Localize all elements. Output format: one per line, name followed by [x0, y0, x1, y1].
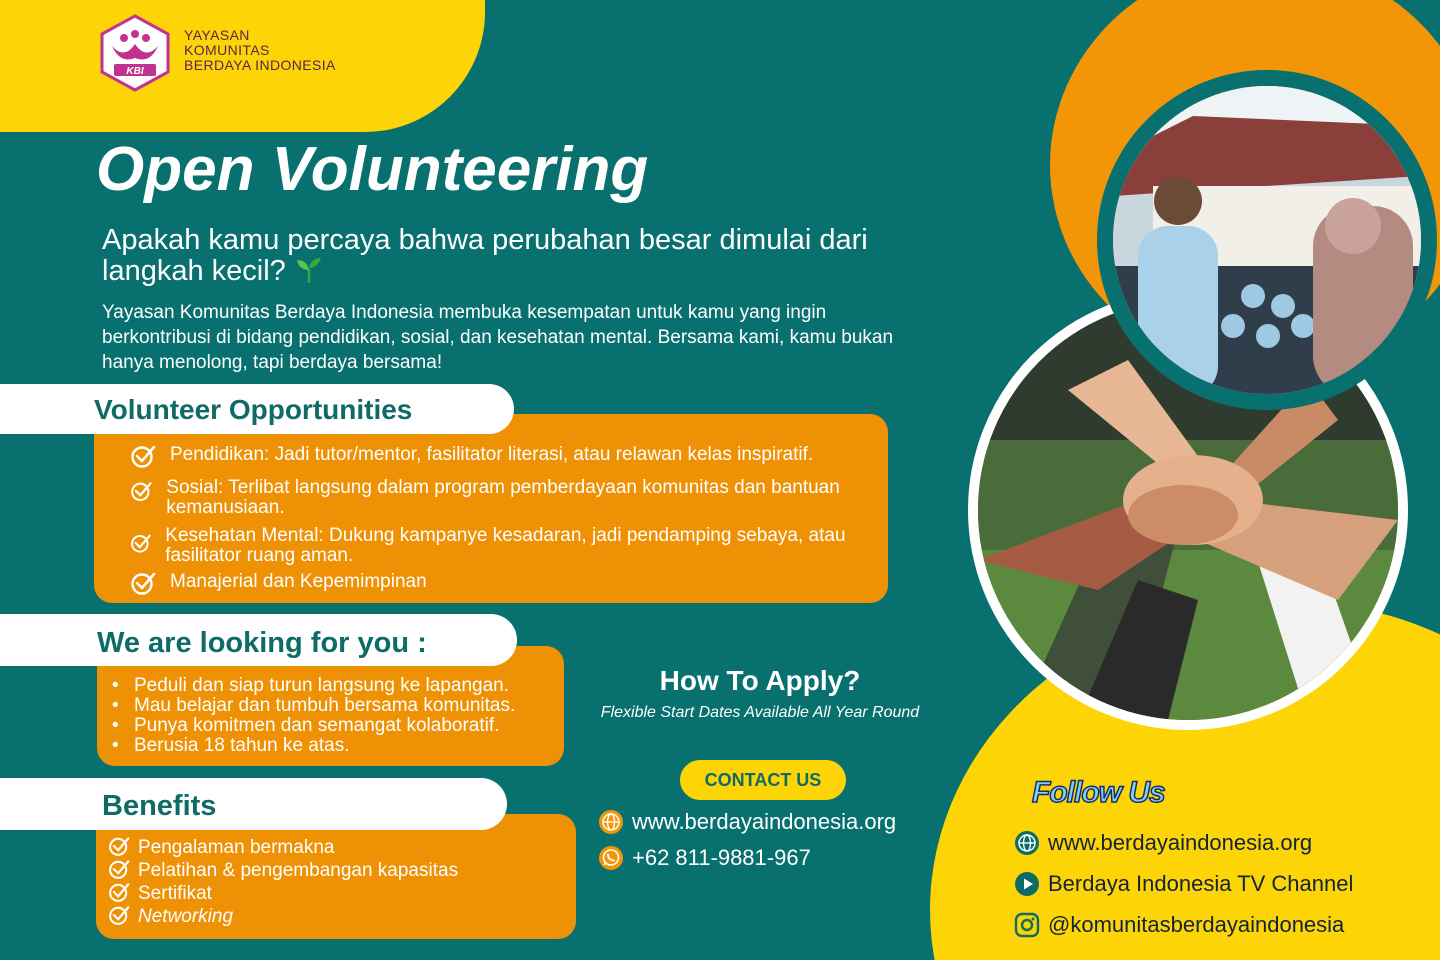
opportunity-text: Manajerial dan Kepemimpinan [170, 571, 427, 592]
org-name [184, 28, 336, 73]
speaker-photo-graphic [1113, 86, 1421, 394]
benefit-item [108, 904, 233, 928]
opportunity-item [130, 478, 850, 518]
volunteer-speaker-photo [1097, 70, 1437, 410]
contact-phone-row[interactable] [598, 845, 811, 871]
contact-website-row[interactable] [598, 809, 896, 835]
svg-text:KBI: KBI [126, 66, 144, 77]
follow-youtube[interactable]: Berdaya Indonesia TV Channel [1048, 871, 1354, 896]
contact-website[interactable]: www.berdayaindonesia.org [632, 809, 897, 834]
benefit-item [108, 858, 458, 882]
check-circle-icon [130, 478, 152, 504]
list-item: • Berusia 18 tahun ke atas. [110, 736, 515, 756]
opportunity-text: Kesehatan Mental: Dukung kampanye kesadaran, jadi pendamping sebaya, atau fasilitator ruang aman. [165, 525, 846, 566]
follow-youtube-row[interactable] [1014, 871, 1353, 897]
youtube-play-icon [1014, 871, 1040, 897]
org-name-line: KOMUNITAS [184, 42, 270, 58]
opportunities-heading: Volunteer Opportunities [0, 384, 514, 434]
check-circle-icon [108, 835, 130, 857]
benefit-item [108, 881, 212, 905]
apply-subtitle: Flexible Start Dates Available All Year Round [600, 704, 920, 721]
check-circle-icon [130, 570, 156, 596]
list-item: • Punya komitmen dan semangat kolaboratif. [110, 716, 515, 736]
benefit-item [108, 835, 334, 859]
check-circle-icon [130, 443, 156, 469]
benefits-heading: Benefits [0, 778, 507, 830]
opportunity-item [130, 526, 880, 566]
contact-us-button[interactable]: CONTACT US [680, 760, 846, 800]
benefit-text: Networking [138, 906, 234, 927]
globe-icon [1014, 830, 1040, 856]
follow-website-row[interactable] [1014, 830, 1312, 856]
follow-instagram-row[interactable] [1014, 912, 1344, 938]
org-name-line: BERDAYA INDONESIA [184, 57, 336, 73]
check-circle-icon [108, 858, 130, 880]
check-circle-icon [108, 881, 130, 903]
benefit-text: Sertifikat [138, 883, 212, 904]
apply-heading: How To Apply? [659, 665, 861, 696]
sprout-icon [294, 256, 324, 284]
intro-paragraph: Yayasan Komunitas Berdaya Indonesia membuka kesempatan untuk kamu yang ingin berkontribusi di bidang pendidikan, sosial, dan kesehatan mental. Bersama kami, kamu bukan hanya menolong, tapi berdaya bersama! [102, 302, 894, 373]
check-circle-icon [130, 530, 151, 556]
opportunity-text: Sosial: Terlibat langsung dalam program pemberdayaan komunitas dan bantuan kemanusiaan. [166, 477, 840, 518]
org-name-line: YAYASAN [184, 27, 250, 43]
list-item: • Peduli dan siap turun langsung ke lapangan. [110, 676, 515, 696]
whatsapp-icon [598, 845, 624, 871]
opportunity-text: Pendidikan: Jadi tutor/mentor, fasilitator literasi, atau relawan kelas inspiratif. [170, 444, 814, 465]
benefit-text: Pengalaman bermakna [138, 837, 335, 858]
looking-for-list [110, 676, 515, 756]
follow-website[interactable]: www.berdayaindonesia.org [1048, 830, 1313, 855]
opportunity-item [130, 443, 880, 469]
opportunity-item [130, 570, 427, 596]
globe-icon [598, 809, 624, 835]
kbi-logo [100, 14, 170, 92]
looking-for-heading: We are looking for you : [0, 614, 517, 666]
lead-question [102, 225, 932, 287]
list-item: • Mau belajar dan tumbuh bersama komunitas. [110, 696, 515, 716]
page-title: Open Volunteering [96, 135, 649, 204]
benefit-text: Pelatihan & pengembangan kapasitas [138, 860, 459, 881]
follow-us-heading: Follow Us [1032, 776, 1165, 809]
instagram-icon [1014, 912, 1040, 938]
follow-instagram[interactable]: @komunitasberdayaindonesia [1048, 912, 1345, 937]
contact-phone[interactable]: +62 811-9881-967 [632, 845, 811, 870]
lead-text: Apakah kamu percaya bahwa perubahan besar dimulai dari langkah kecil? [102, 224, 868, 287]
check-circle-icon [108, 904, 130, 926]
